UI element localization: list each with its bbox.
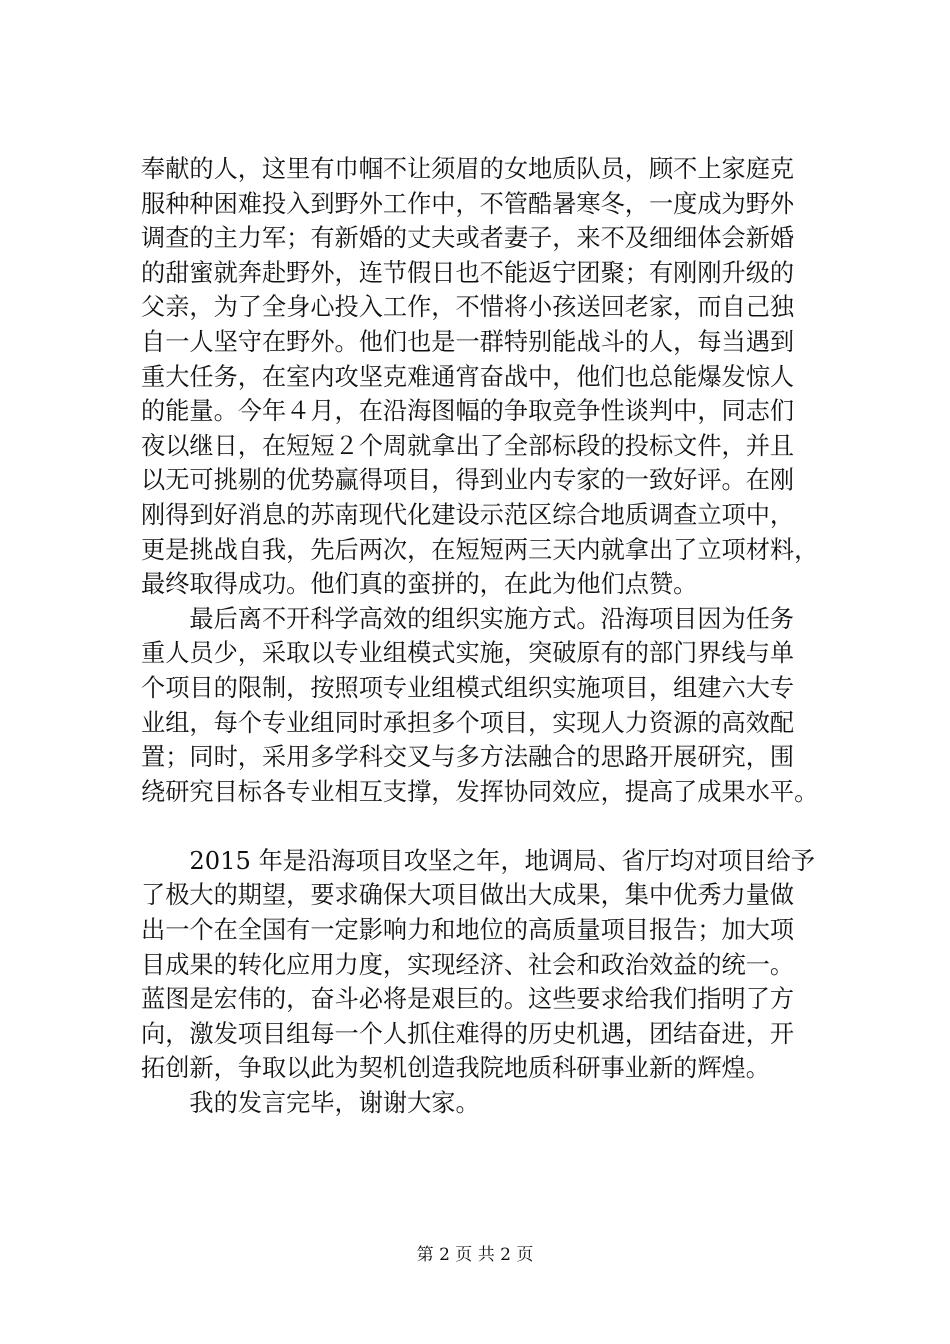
- text-line: 以无可挑剔的优势赢得项目，得到业内专家的一致好评。在刚: [141, 466, 795, 495]
- text-line: 服种种困难投入到野外工作中，不管酷暑寒冬，一度成为野外: [141, 189, 795, 218]
- text-line: 向，激发项目组每一个人抓住难得的历史机遇，团结奋进，开: [141, 1019, 795, 1048]
- text-line: 的能量。今年４月，在沿海图幅的争取竞争性谈判中，同志们: [141, 397, 795, 426]
- text-line: 夜以继日，在短短２个周就拿出了全部标段的投标文件，并且: [141, 431, 795, 460]
- text-line: 绕研究目标各专业相互支撑，发挥协同效应，提高了成果水平。: [141, 777, 819, 806]
- paragraph-gap: [141, 809, 809, 844]
- document-body: [141, 152, 819, 1121]
- text-line: 刚得到好消息的苏南现代化建设示范区综合地质调查立项中，: [141, 500, 795, 529]
- paragraph-start-line: 最后离不开科学高效的组织实施方式。沿海项目因为任务: [141, 604, 795, 633]
- text-line: 更是挑战自我，先后两次，在短短两三天内就拿出了立项材料，: [141, 535, 819, 564]
- text-line: 目成果的转化应用力度，实现经济、社会和政治效益的统一。: [141, 950, 795, 979]
- text-line: 业组，每个专业组同时承担多个项目，实现人力资源的高效配: [141, 708, 795, 737]
- text-line: 重人员少，采取以专业组模式实施，突破原有的部门界线与单: [141, 639, 795, 668]
- text-line: 了极大的期望，要求确保大项目做出大成果，集中优秀力量做: [141, 881, 795, 910]
- text-line: 重大任务，在室内攻坚克难通宵奋战中，他们也总能爆发惊人: [141, 362, 795, 391]
- text-line: 奉献的人，这里有巾帼不让须眉的女地质队员，顾不上家庭克: [141, 155, 795, 183]
- text-line: 拓创新，争取以此为契机创造我院地质科研事业新的辉煌。: [141, 1054, 770, 1083]
- closing-line: 我的发言完毕，谢谢大家。: [141, 1089, 480, 1118]
- text-line: 调查的主力军；有新婚的丈夫或者妻子，来不及细细体会新婚: [141, 224, 795, 253]
- text-line: 的甜蜜就奔赴野外，连节假日也不能返宁团聚；有刚刚升级的: [141, 258, 795, 287]
- text-line: 置；同时，采用多学科交叉与多方法融合的思路开展研究，围: [141, 743, 795, 772]
- paragraph-start-line: 2015 年是沿海项目攻坚之年，地调局、省厅均对项目给予: [141, 846, 815, 875]
- text-line: 父亲，为了全身心投入工作，不惜将小孩送回老家，而自己独: [141, 293, 795, 322]
- text-line: 蓝图是宏伟的，奋斗必将是艰巨的。这些要求给我们指明了方: [141, 985, 795, 1014]
- text-line: 最终取得成功。他们真的蛮拼的，在此为他们点赞。: [141, 570, 698, 599]
- text-line: 个项目的限制，按照项专业组模式组织实施项目，组建六大专: [141, 673, 795, 702]
- text-line: 自一人坚守在野外。他们也是一群特别能战斗的人，每当遇到: [141, 327, 795, 356]
- text-line: 出一个在全国有一定影响力和地位的高质量项目报告；加大项: [141, 916, 795, 945]
- page-number-footer: 第 2 页 共 2 页: [416, 1245, 534, 1265]
